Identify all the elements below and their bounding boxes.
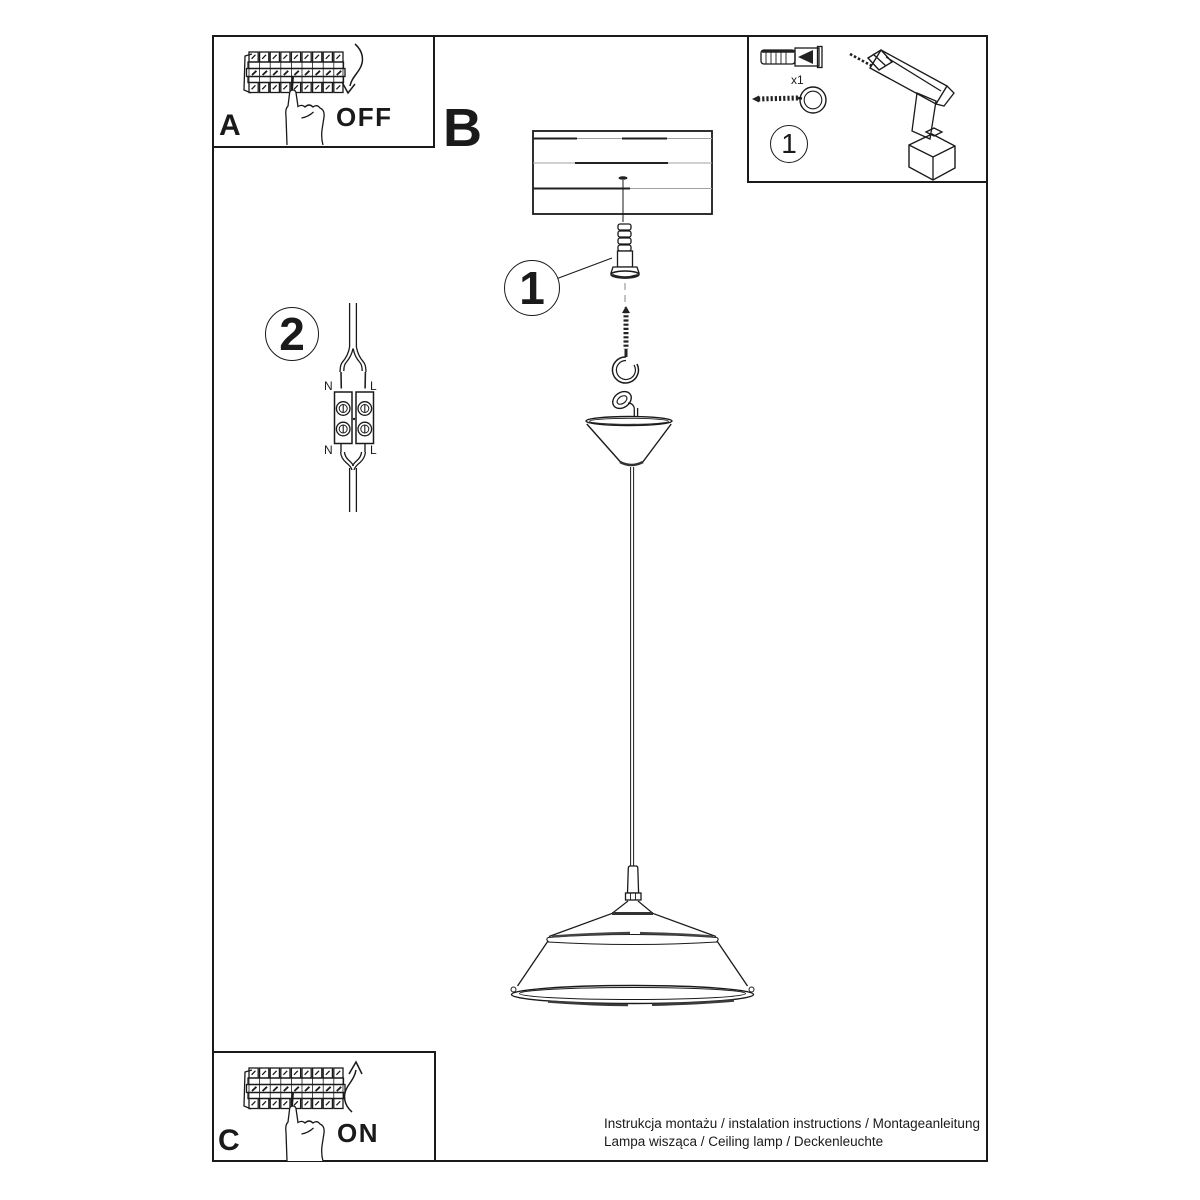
terminal-label-n-top: N [324, 379, 333, 393]
terminal-label-n-bottom: N [324, 443, 333, 457]
hook-icon [612, 306, 638, 383]
ceiling-section-icon [533, 131, 712, 222]
footer-title-line-1: Instrukcja montażu / instalation instructions / Montageanleitung [604, 1116, 980, 1131]
breaker-hand-c [244, 1068, 345, 1161]
lampshade-icon [511, 866, 754, 1005]
step-1-badge [504, 260, 560, 316]
arrow-up-icon [345, 1062, 362, 1112]
terminal-label-l-top: L [370, 379, 377, 393]
terminal-label-l-bottom: L [370, 443, 377, 457]
eye-screw-icon [752, 87, 826, 113]
step-1-number: 1 [519, 262, 545, 314]
panel-c-action-on: ON [337, 1118, 379, 1148]
wall-anchor-icon [611, 224, 639, 278]
panel-a-action-off: OFF [336, 102, 393, 132]
terminal-block-icon [335, 303, 374, 512]
tools-step-number: 1 [781, 128, 797, 159]
panel-c-label: C [218, 1124, 240, 1157]
footer-title-line-2: Lampa wisząca / Ceiling lamp / Deckenleuchte [604, 1134, 884, 1149]
anchor-quantity-label: x1 [791, 73, 804, 87]
panel-a-label: A [219, 109, 241, 142]
step-2-badge [265, 307, 319, 361]
drill-icon [850, 50, 955, 180]
step-2-number: 2 [279, 308, 305, 360]
pendant-cable [631, 467, 634, 866]
panel-b-label: B [443, 98, 482, 158]
tools-step-badge [770, 125, 808, 163]
canopy-icon [586, 388, 672, 465]
breaker-hand-a [244, 52, 345, 145]
wall-plug-icon [761, 47, 822, 68]
